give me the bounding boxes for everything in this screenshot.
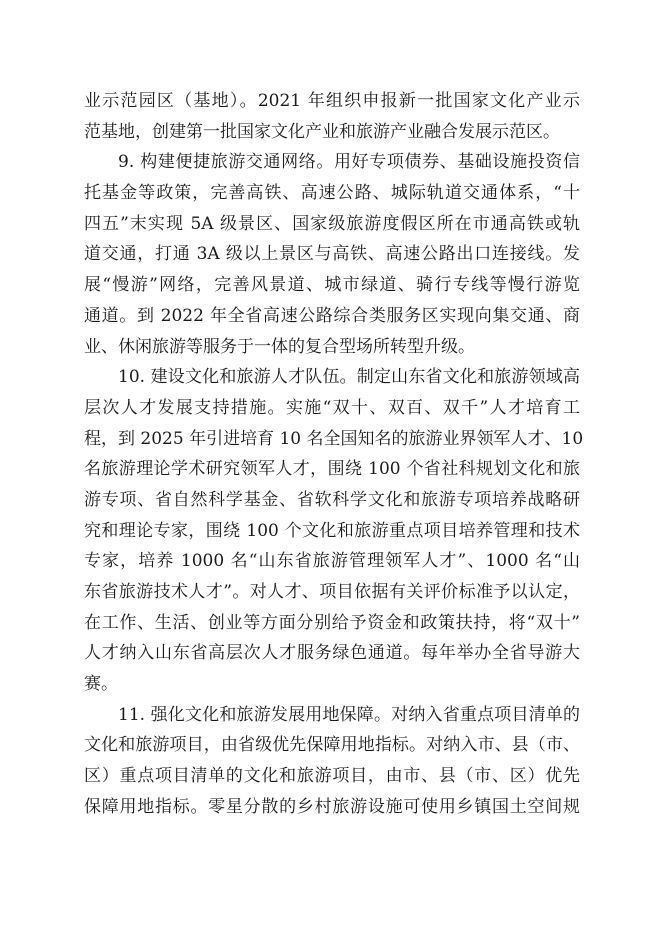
text-line: 范基地，创建第一批国家文化产业和旅游产业融合发展示范区。 xyxy=(84,121,560,142)
paragraph-item-9 xyxy=(84,147,580,362)
text-line: 东省旅游技术人才”。对人才、项目依据有关评价标准予以认定， xyxy=(84,582,580,602)
text-line: 究和理论专家，围绕 100 个文化和旅游重点项目培养管理和技术 xyxy=(84,520,580,541)
text-line: 四五”末实现 5A 级景区、国家级旅游度假区所在市通高铁或轨 xyxy=(84,213,580,234)
text-line: 赛。 xyxy=(84,674,118,695)
text-line: 托基金等政策，完善高铁、高速公路、城际轨道交通体系，“十 xyxy=(84,183,580,204)
text-line: 在工作、生活、创业等方面分别给予资金和政策扶持，将“双十” xyxy=(84,612,580,633)
paragraph-continuation xyxy=(84,86,580,147)
paragraph-item-11 xyxy=(84,700,580,823)
text-line: 名旅游理论学术研究领军人才，围绕 100 个省社科规划文化和旅 xyxy=(84,459,580,480)
text-line: 9. 构建便捷旅游交通网络。用好专项债券、基础设施投资信 xyxy=(118,152,580,173)
text-line: 文化和旅游项目，由省级优先保障用地指标。对纳入市、县（市、 xyxy=(84,735,580,756)
text-line: 业、休闲旅游等服务于一体的复合型场所转型升级。 xyxy=(84,336,475,357)
text-line: 业示范园区（基地）。2021 年组织申报新一批国家文化产业示 xyxy=(84,91,580,111)
text-line: 通道。到 2022 年全省高速公路综合类服务区实现向集交通、商 xyxy=(84,305,580,326)
text-line: 11. 强化文化和旅游发展用地保障。对纳入省重点项目清单的 xyxy=(118,704,580,725)
text-line: 保障用地指标。零星分散的乡村旅游设施可使用乡镇国土空间规 xyxy=(84,796,580,817)
text-line: 10. 建设文化和旅游人才队伍。制定山东省文化和旅游领域高 xyxy=(118,367,580,388)
paragraph-item-10 xyxy=(84,362,584,700)
text-line: 专家，培养 1000 名“山东省旅游管理领军人才”、1000 名“山 xyxy=(84,551,580,572)
text-line: 游专项、省自然科学基金、省软科学文化和旅游专项培养战略研 xyxy=(84,489,580,510)
text-line: 层次人才发展支持措施。实施“双十、双百、双千”人才培育工 xyxy=(84,397,580,418)
text-line: 道交通，打通 3A 级以上景区与高铁、高速公路出口连接线。发 xyxy=(84,244,580,265)
text-line: 区）重点项目清单的文化和旅游项目，由市、县（市、区）优先 xyxy=(84,766,580,787)
text-line: 展“慢游”网络，完善风景道、城市绿道、骑行专线等慢行游览 xyxy=(84,275,580,296)
text-line: 程，到 2025 年引进培育 10 名全国知名的旅游业界领军人才、10 xyxy=(84,428,584,449)
text-line: 人才纳入山东省高层次人才服务绿色通道。每年举办全省导游大 xyxy=(84,643,580,664)
document-page xyxy=(84,86,584,823)
